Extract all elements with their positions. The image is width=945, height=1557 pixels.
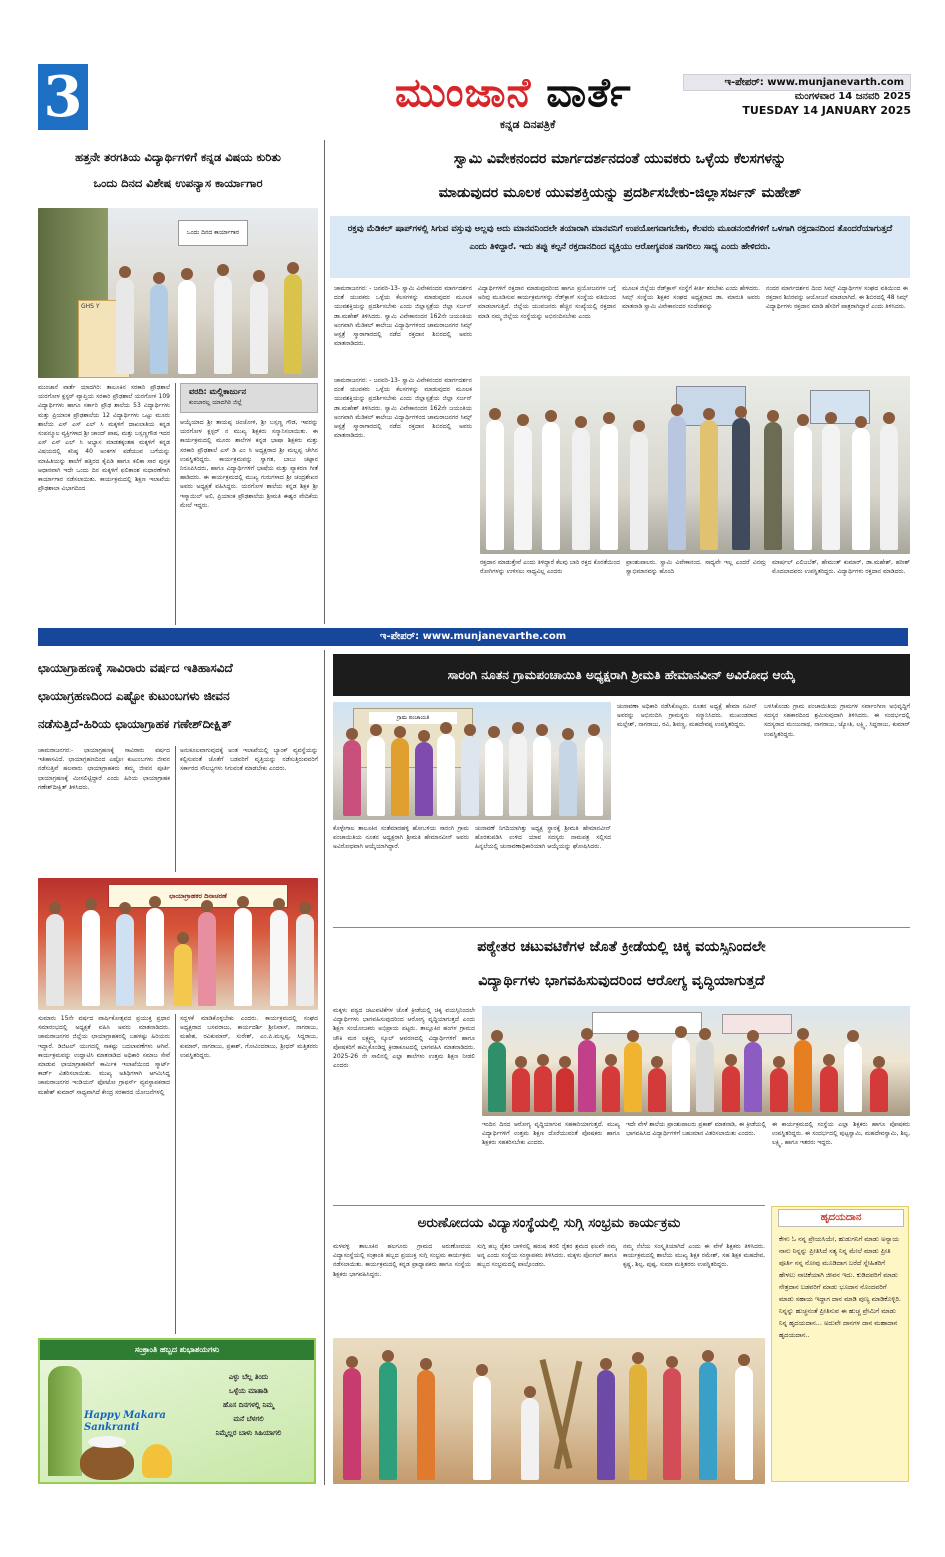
masthead-tagline: ಕನ್ನಡ ದಿನಪತ್ರಿಕೆ xyxy=(500,118,556,131)
epaper-url[interactable]: ಇ-ಪೇಪರ್: www.munjanevarth.com xyxy=(683,74,911,91)
story2-photo xyxy=(480,376,910,554)
story5-headline-line1: ಪಠ್ಯೇತರ ಚಟುವಟಿಕೆಗಳ ಜೊತೆ ಕ್ರೀಡೆಯಲ್ಲಿ ಚಿಕ್ಕ ವಯಸ್ಸಿನಿಂದಲೇ xyxy=(477,939,766,955)
story6-headline: ಅರುಣೋದಯ ವಿದ್ಯಾಸಂಸ್ಥೆಯಲ್ಲಿ ಸುಗ್ಗಿ ಸಂಭ್ರಮ ಕಾರ್ಯಕ್ರಮ xyxy=(417,1215,681,1231)
poem-body: ಕೇಳು ಓ ನನ್ನ ಪ್ರೇಯಸಿಯೇ, ಹುಡುಗನಿಗೆ ಮಾಡು ಅನ್ಯಾಯ ನಾನು ನಿನ್ನನ್ನು ಪ್ರೀತಿಸಿದೆ ಸತ್ಯ ನಿನ್ನ ಮೇಲೆ ಮಾಡು ಪ್ರೀತಿ ಪೂರ್ತಿ ನನ್ನ ನೋವು ಮೂಡಿದಾಗ ಬರೆದೆ ಸ್ನೇಹಿತರಿಗೆ ಹೇಳಲು ನಾಚಿಕೆಯಾಗಿ ಜೀವನ ಇದು. ಕುಡಿದವರಿಗೆ ಮಾಡು ನೇತ್ರದಾನ ಬಡವರಿಗೆ ಮಾಡು ಭೂದಾನ ನೊಂದವರಿಗೆ ಮಾಡು ಸಹಾಯ ಇದ್ದಾಗ ದಾನ ಮಾಡಿ ಪುಣ್ಯ ಮಾಡಿಕೊಳ್ಳಿರಿ. ನಿನ್ನನ್ನು ಹುಚ್ಚನಂತೆ ಪ್ರೀತಿಸುವ ಈ ಹುಚ್ಚ ಪ್ರೇಮಿಗೆ ಮಾಡು ನಿನ್ನ ಹೃದಯದಾನ... ಅದುವೇ ದಾನಗಳ ದಾನ ಮಹಾದಾನ ಹೃದಯದಾನ.. xyxy=(779,1235,901,1339)
story1-col1: ಮುಂಜಾನೆ ವಾರ್ತೆ ಯಾದಗಿರಿ: ತಾಲೂಕಿನ ಸರಕಾರಿ ಪ್ರೌಢಶಾಲೆ ಯರಗೋಳ ಕ್ಲಸ್ಟರ್ ವ್ಯಾಪ್ತಿಯ ಸರಕಾರಿ ಪ್ರೌಢಶಾಲೆ ಯರಗೋಳ 109 ವಿದ್ಯಾರ್ಥಿಗಳು ಹಾಗೂ ಸರ್ಕಾರಿ ಪ್ರೌಢ ಶಾಲೆಯ 53 ವಿದ್ಯಾರ್ಥಿಗಳು ಮತ್ತು ಪ್ರಿಯಾಂಕ ಪ್ರೌಢಶಾಲೆಯ 12 ವಿದ್ಯಾರ್ಥಿಗಳು ಒಟ್ಟು ಮೂರು ಶಾಲೆಯ ಎಸ್ ಎಸ್ ಎಲ್ ಸಿ ಮಕ್ಕಳಿಗೆ ದಾಖಲಾತಿಯ ಕನ್ನಡ ಸಂಪನ್ಮೂಲ ವ್ಯಕ್ತಿಗಳಾದ ಶ್ರೀ ಚಾಂದ್ ಪಾಷ, ಮತ್ತು ಬಸ್ಸಣ್ಣಗೌಡ ಇದರ ಎಸ್ ಎಸ್ ಎಲ್ ಸಿ ಅಭ್ಯಾಸ ಮಾಡತಕ್ಕಂತಹ ಮಕ್ಕಳಿಗೆ ಕನ್ನಡ ವಿಷಯದಲ್ಲಿ ಕನಿಷ್ಠ 40 ಅಂಕಗಳ ಪಡೆಯುವ ಬಗೆಯನ್ನು ಮಾಹಿತಿಯನ್ನು ಶಾಲೆಗೆ ಹತ್ತಿರದ ಕೈಪಿಡಿ ಹಾಗೂ ಕಲಿಕಾ ಸಾರ ಪುಸ್ತಕ ಆಧಾರವಾಗಿ ಇದೇ ಒಂದು ದಿನ ಮಕ್ಕಳಿಗೆ ಫಲಿತಾಂಶ ಸುಧಾರಣೆಗಾಗಿ ಕಾರ್ಯಾಗಾರ ನಡೆಸಲಾಯಿತು. ಕಾರ್ಯಕ್ರಮದಲ್ಲಿ ಶಿಕ್ಷಣ ಇಲಾಖೆಯ ಪ್ರೌಢಶಾಲಾ ವಿಭಾಗದಿಂದ xyxy=(38,384,170,493)
story1-headline-line2: ಒಂದು ದಿನದ ವಿಶೇಷ ಉಪನ್ಯಾಸ ಕಾರ್ಯಾಗಾರ xyxy=(93,176,263,190)
story4-col2: ಚುನಾವಣೆ ನಿಗದಿಯಾಗಿತ್ತು ಅಧ್ಯಕ್ಷ ಸ್ಥಾನಕ್ಕೆ ಶ್ರೀಮತಿ ಹೇಮಾನವೀನ್ ಹೊರತುಪಡಿಸಿ ಉಳಿದ ಯಾವ ಸದಸ್ಯರು ನಾಮಪತ್ರ ಸಲ್ಲಿಸದ ಹಿನ್ನಲೆಯಲ್ಲಿ ಚುನಾವಣಾಧಿಕಾರಿಯಾಗಿ ಆಯ್ಕೆಯನ್ನು ಘೋಷಿಸಿದರು. xyxy=(475,825,611,851)
figure-icon xyxy=(142,1444,172,1478)
story2-lower3: ಮಾರ್ಷಲ್ ಎಲಿಜಬೆತ್, ಹೇಮಂತ್ ಕುಮಾರ್, ಡಾ.ಮಹೇಶ್, ಹರೀಶ್ ಮೊದಲಾದವರು ಉಪಸ್ಥಿತರಿದ್ದರು. ವಿದ್ಯಾರ್ಥಿಗಳು ರಕ್ತದಾನ ಮಾಡಿದರು. xyxy=(772,559,910,576)
story2-col3: ಮೂಲಕ ಜಿಲ್ಲೆಯ ರೆಡ್‌ಕ್ರಾಸ್ ಸಂಸ್ಥೆಗೆ ಕೀರ್ತಿ ತರಬೇಕು ಎಂದು ಹೇಳಿದರು. ಸಿಮ್ಸ್ ಸಂಸ್ಥೆಯ ಶಿಕ್ಷಕರ ಸಂಘದ ಅಧ್ಯಕ್ಷರಾದ ಡಾ. ಮಾರುತಿ ಅವರು ಮಾತನಾಡಿ ಸ್ವಾಮಿ ವಿವೇಕಾನಂದರ ಸಂದೇಶವನ್ನು xyxy=(622,285,760,311)
story1-col2: ಆಯ್ಕೆಯಾದ ಶ್ರೀ ತಾಯಪ್ಪ ಚಿಂಚೋಳಿ, ಶ್ರೀ ಬಸ್ಸಣ್ಣ ಗೌಡ, ಇವರನ್ನು ಯರಗೋಳ ಕ್ಲಸ್ಟರ್ ನ ಮುಖ್ಯ ಶಿಕ್ಷಕರು ಸನ್ಮಾನಿಸಲಾಯಿತು. ಈ ಕಾರ್ಯಕ್ರಮದಲ್ಲಿ ಮೂರು ಶಾಲೆಗಳ ಕನ್ನಡ ಭಾಷಾ ಶಿಕ್ಷಕರು ಮತ್ತು ಸರಕಾರಿ ಪ್ರೌಢಶಾಲೆ ಎಸ್ ಡಿ ಎಂ ಸಿ ಅಧ್ಯಕ್ಷರಾದ ಶ್ರೀ ಮಲ್ಲಪ್ಪ ಚೇಗಿನ ಉಪಸ್ಥಿತರಿದ್ದರು. ಕಾರ್ಯಕ್ರಮವನ್ನು ಸ್ವಾಗತ, ಬಾಬು ಚಟ್ಟಾನ ನಿರೂಪಿಸಿದರು, ಹಾಗೂ ವಿದ್ಯಾರ್ಥಿಗಳಿಗೆ ಭಾಷೆಯ ಮತ್ತು ವ್ಯಾಕರಣ ಗೀತೆ ಹಾಡಿದರು. ಈ ಕಾರ್ಯಕ್ರಮದಲ್ಲಿ ಮುಖ್ಯ ಗುರುಗಳಾದ ಶ್ರೀ ಚಂದ್ರಶೇಖರ ಅವರು ಅಧ್ಯಕ್ಷತೆ ವಹಿಸಿದ್ದರು. ಯರಗೋಳ ಶಾಲೆಯ ಕನ್ನಡ ಶಿಕ್ಷಕ ಶ್ರೀ ಇಸ್ಮಾಯಿಲ್ ಅಲಿ, ಪ್ರಿಯಾಂಕ ಪ್ರೌಢಶಾಲೆಯ ಶ್ರೀಮತಿ ಈಶ್ವರ ವೇದಿಕೆಯ ಮೇಲೆ ಇದ್ದರು. xyxy=(180,419,318,509)
story4-col3: ಚುನಾವಣಾ ಅಧಿಕಾರಿ ನಡೆಸಿಕೊಟ್ಟರು. ನೂತನ ಅಧ್ಯಕ್ಷೆ ಹೇಮಾ ನವೀನ್ ಅವರನ್ನು ಅಭಿನಂದಿಸಿ ಗ್ರಾಮಸ್ಥರು ಸನ್ಮಾನಿಸಿದರು. ಮುಖಂಡರಾದ ಮಲ್ಲೇಶ್, ನಾಗರಾಜು, ರವಿ, ಶಿವಣ್ಣ, ಮಹದೇವಪ್ಪ ಉಪಸ್ಥಿತರಿದ್ದರು. xyxy=(617,703,757,729)
happy-line1: Happy Makara xyxy=(84,1410,166,1421)
story1-byline-box xyxy=(180,383,318,413)
happy-line2: Sankranti xyxy=(84,1422,140,1433)
story2-headline-line2: ಮಾಡುವುದರ ಮೂಲಕ ಯುವಶಕ್ತಿಯನ್ನು ಪ್ರದರ್ಶಿಸಬೇಕು-ಜಿಲ್ಲಾಸರ್ಜನ್ ಮಹೇಶ್ xyxy=(438,185,802,201)
story2-col1: ಚಾಮರಾಜನಗರ: - ಜನವರಿ-13- ಸ್ವಾಮಿ ವಿವೇಕನಂದರ ಮಾರ್ಗದರ್ಶನ ದಂತೆ ಯುವಕರು ಒಳ್ಳೆಯ ಕೆಲಸಗಳನ್ನು ಮಾಡುವುದರ ಮೂಲಕ ಯುವಶಕ್ತಿಯನ್ನು ಪ್ರದರ್ಶಿಸಬೇಕು ಎಂದು ಜಿಲ್ಲಾಸ್ಪತ್ರೆಯ ಜಿಲ್ಲಾ ಸರ್ಜನ್ ಡಾ.ಮಹೇಶ್ ತಿಳಿಸಿದರು. ಸ್ವಾಮಿ ವಿವೇಕಾನಂದರ 162ನೇ ಜಯಂತಿಯ ಅಂಗವಾಗಿ ಮೆಡಿಕಲ್ ಕಾಲೇಜು ವಿದ್ಯಾರ್ಥಿಗಳಿಂದ ಚಾಮರಾಜನಗರ ಸಿಮ್ಸ್ ಆಸ್ಪತ್ರೆ ಸ್ಮಾರಾಗಾರದಲ್ಲಿ ನಡೆದ ರಕ್ತದಾನ ಶಿಬಿರದಲ್ಲಿ ಅವರು ಮಾತನಾಡಿದರು. xyxy=(334,285,472,348)
story6-col3: ನಮ್ಮ ನೆಲೆಯ ಸಂಸ್ಕೃತಿಯಾಗಿದೆ ಎಂದು ಈ ವೇಳೆ ಶಿಕ್ಷಕರು ತಿಳಿಸಿದರು. ಕಾರ್ಯಕ್ರಮದಲ್ಲಿ ಶಾಲೆಯ ಮುಖ್ಯ ಶಿಕ್ಷಕ ರಮೇಶ್, ಸಹ ಶಿಕ್ಷಕ ಮಹದೇವ, ಕೃಷ್ಣ, ಶಿಲ್ಪ, ಪುಷ್ಪ, ಸುಮಾ ಮತ್ತಿತರರು ಉಪಸ್ಥಿತರಿದ್ದರು. xyxy=(623,1243,765,1269)
story3-col3: ಸುಮಾರು 15ನೇ ವರ್ಷದ ವಾರ್ಷಿಕೋತ್ಸವದ ಪ್ರಯುಕ್ತ ಪ್ರಧಾನ ಸಮಾರಂಭದಲ್ಲಿ ಅಧ್ಯಕ್ಷತೆ ವಹಿಸಿ ಅವರು ಮಾತನಾಡಿದರು. ಚಾಮರಾಜನಗರ ಜಿಲ್ಲೆಯ ಛಾಯಾಗ್ರಾಹಕರಲ್ಲಿ ಬಹಳಷ್ಟು ಹಿರಿಯರು ಇದ್ದಾರೆ. ಡಿಜಿಟಲ್ ಯುಗದಲ್ಲಿ ಸಾಕಷ್ಟು ಬದಲಾವಣೆಗಳು ಆಗಿವೆ. ಕಾರ್ಯಕ್ರಮವನ್ನು ಉದ್ಘಾಟಿಸಿ ಮಾತನಾಡಿದ ಅಧಿಕಾರಿ ಸಮಾಜ ಸೇವೆ ಮಾಡುವ ಛಾಯಾಗ್ರಾಹಕರಿಗೆ ಕಾರ್ಮಿಕ ಇಲಾಖೆಯಿಂದ ಸ್ಮಾರ್ಟ್ ಕಾರ್ಡ್ ವಿತರಿಸಲಾಯಿತು. ಮುಖ್ಯ ಅತಿಥಿಗಳಾಗಿ ಆಗಮಿಸಿದ್ದ ಚಾಮರಾಜನಗರ ಇಂಡಿಯನ್ ಫೋಟೋ ಗ್ರಾಫರ್ಸ್ ವ್ಯವಸ್ಥಾಪಕರಾದ ಮಹೇಶ್ ಕುಮಾರ್ ಸಾಧ್ಯವಾಗಿದೆ ಕೇಂದ್ರ ಸರಕಾರದ ಯೋಜನೆಗಳಲ್ಲಿ xyxy=(38,1015,170,1096)
masthead-title-black: ವಾರ್ತೆ xyxy=(546,69,632,116)
story5-col4: ಈ ಕಾರ್ಯಕ್ರಮದಲ್ಲಿ ಸಂಸ್ಥೆಯ ಎಲ್ಲಾ ಶಿಕ್ಷಕರು ಹಾಗೂ ಪೋಷಕರು ಉಪಸ್ಥಿತರಿದ್ದರು. ಈ ಸಂದರ್ಭದಲ್ಲಿ ಪುಟ್ಟಸ್ವಾಮಿ, ಮಹದೇವಸ್ವಾಮಿ, ಶಿಲ್ಪ, ಲಕ್ಷ್ಮಿ, ಹಾಗೂ ಇತರರು ಇದ್ದರು. xyxy=(772,1121,910,1147)
story4-photo xyxy=(333,702,611,820)
story2-headline xyxy=(330,142,910,214)
masthead-title xyxy=(395,68,660,120)
story3-col2: ಅನುಕೂಲವಾಗುವುದಕ್ಕೆ ಅಂತ ಇಲಾಖೆಯಲ್ಲಿ ಬ್ಯಾಂಕ್ ವ್ಯವಸ್ಥೆಯನ್ನು ಕಲ್ಪಿಸುವಂತೆ ಜೊತೆಗೆ ಬಡವರಿಗೆ ವೃತ್ತಿಯನ್ನು ನಡೆಸುತ್ತಿರುವವರಿಗೆ ಸರ್ಕಾರದ ಸೌಲಭ್ಯಗಳು ಸಿಗುವಂತೆ ಮಾಡಬೇಕು ಎಂದರು. xyxy=(180,747,318,773)
story5-col2: ಇಂದಿನ ದಿನದ ಆರೋಗ್ಯ ವೃದ್ಧಿಯಾಗುವ ಸಹಕಾರಿಯಾಗುತ್ತದೆ. ಮುಖ್ಯ ವಿದ್ಯಾರ್ಥಿಗಳಿಗೆ ಉತ್ತಮ ಶಿಕ್ಷಣ ದೊರೆಯುವಂತೆ ಪೋಷಕರು ಹಾಗೂ ಶಿಕ್ಷಕರು ಸಹಕರಿಸಬೇಕು ಎಂದರು. xyxy=(482,1121,620,1147)
story2-subhead: ರಕ್ತವು ಮೆಡಿಕಲ್ ಷಾಪ್‌ಗಳಲ್ಲಿ ಸಿಗುವ ವಸ್ತುವು ಅಲ್ಲವು ಅದು ಮಾನವನಿಂದಲೇ ತಯಾರಾಗಿ ಮಾನವನಿಗೆ ಉಪಯೋಗವಾಗಬೇಕು, ಕೆಲವರು ಮೂಡನಂಬಿಕೆಗಳಿಗೆ ಒಳಗಾಗಿ ರಕ್ತದಾನದಿಂದ ತೊಂದರೆಯಾಗುತ್ತದೆ ಎಂದು ತಿಳಿದ್ದಾರೆ. ಇದು ತಪ್ಪು ಕಲ್ಪನೆ ರಕ್ತದಾನದಿಂದ ವ್ಯಕ್ತಿಯು ಆರೋಗ್ಯವಂತ ನಾಗರಿಲು ಸಾಧ್ಯ ಎಂದು ಹೇಳಿದರು. xyxy=(330,216,910,278)
story2-lower1: ರಕ್ತದಾನ ಮಾಡುತ್ತೇವೆ ಎಂದು ತಿಳಿದ್ದಾರೆ ಕೆಲವು ಬಾರಿ ರಕ್ತದ ಕೊರತೆಯಿಂದ ರೋಗಿಗಳನ್ನು ಉಳಿಸಲು ಸಾಧ್ಯವಿಲ್ಲ ಎಂದರು xyxy=(480,559,620,576)
story5-col3: ಇದೇ ವೇಳೆ ಶಾಲೆಯ ಪ್ರಾಂಶುಪಾಲರು ಪ್ರಕಾಶ್ ಮಾತನಾಡಿ, ಈ ಕ್ರೀಡೆಯಲ್ಲಿ ಭಾಗವಹಿಸಿದ ವಿದ್ಯಾರ್ಥಿಗಳಿಗೆ ಬಹುಮಾನ ವಿತರಿಸಲಾಯಿತು ಎಂದರು. xyxy=(626,1121,766,1138)
wish-line5: ನಿಮ್ಮೆಲ್ಲರ ಬಾಳು ಸಿಹಿಯಾಗಲಿ xyxy=(215,1429,282,1437)
story2-headline-line1: ಸ್ವಾಮಿ ವಿವೇಕನಂದರ ಮಾರ್ಗದರ್ಶನದಂತೆ ಯುವಕರು ಒಳ್ಳೆಯ ಕೆಲಸಗಳನ್ನು xyxy=(453,151,787,167)
pot-icon xyxy=(80,1444,134,1480)
story5-col1: ಮಕ್ಕಳು ಪಠ್ಯದ ಚಟುವಟಿಕೆಗಳ ಜೊತೆ ಕ್ರೀಡೆಯಲ್ಲಿ ಚಿಕ್ಕ ವಯಸ್ಸಿನಿಂದಲೇ ವಿದ್ಯಾರ್ಥಿಗಳು ಭಾಗವಹಿಸುವುದರಿಂದ ಆರೋಗ್ಯ ವೃದ್ಧಿಯಾಗುತ್ತದೆ ಎಂದು ಶಿಕ್ಷಣ ಸಂಯೋಜಕರು ಅಭಿಪ್ರಾಯ ಪಟ್ಟರು. ತಾಲ್ಲೂಕಿನ ಹಂಗಳ ಗ್ರಾಮದ ಚೌಕಿ ಮಠ ಲಕ್ಷ್ಮಮ್ಮ ಸ್ಕೂಲ್ ಆವರಣದಲ್ಲಿ ವಿದ್ಯಾರ್ಥಿಗಳಿಗೆ ಹಾಗೂ ಪೋಷಕರಿಗೆ ಹಮ್ಮಿಕೊಂಡಿದ್ದ ಕ್ರೀಡಾಕೂಟದಲ್ಲಿ ಭಾಗವಹಿಸಿ ಮಾತನಾಡಿದರು. 2025-26 ನೇ ಸಾಲಿನಲ್ಲಿ ಎಲ್ಲಾ ಶಾಲೆಗಳು ಉತ್ತಮ ಶಿಕ್ಷಣ ನೀಡಲಿ ಎಂದರು xyxy=(333,1007,475,1070)
story2-col2: ವಿದ್ಯಾರ್ಥಿಗಳಿಗೆ ರಕ್ತದಾನ ಮಾಡುವುದರಿಂದ ಹಾಗೂ ಪ್ರಯೋಜನಗಳ ಬಗ್ಗೆ ಅರಿವು ಮೂಡಿಸುವ ಕಾರ್ಯಕ್ರಮಗಳನ್ನು ರೆಡ್‌ಕ್ರಾಸ್ ಸಂಸ್ಥೆಯ ವತಿಯಿಂದ ಮಾಡಲಾಗುತ್ತಿದೆ. ಜಿಲ್ಲೆಯ ಯುವಜನರು ಹೆಚ್ಚಿನ ಸಂಖ್ಯೆಯಲ್ಲಿ ರಕ್ತದಾನ ಮಾಡಿ ನಮ್ಮ ಜಿಲ್ಲೆಯ ಸಂಸ್ಥೆಯನ್ನು ಅಭಿನಂದಿಸಬೇಕು ಎಂದು xyxy=(478,285,616,320)
story6-photo xyxy=(333,1338,765,1484)
sankranti-wishes xyxy=(186,1370,311,1440)
date-kannada: ಮಂಗಳವಾರ 14 ಜನವರಿ 2025 xyxy=(794,91,911,102)
wish-line2: ಒಳ್ಳೆಯ ಮಾತಾಡಿ xyxy=(229,1387,268,1395)
story5-photo xyxy=(482,1006,910,1116)
masthead-title-red: ಮುಂಜಾನೆ xyxy=(395,69,532,116)
story5-headline-line2: ವಿದ್ಯಾರ್ಥಿಗಳು ಭಾಗವಹಿಸುವುದರಿಂದ ಆರೋಗ್ಯ ವೃದ್ಧಿಯಾಗುತ್ತದೆ xyxy=(478,973,765,989)
story3-headline-line2: ಛಾಯಾಗ್ರಹಣದಿಂದ ಎಷ್ಟೋ ಕುಟುಂಬಗಳು ಜೀವನ xyxy=(38,689,230,703)
story1-podium: GHS Y xyxy=(78,300,130,378)
story4-building-sign: ಗ್ರಾಮ ಪಂಚಾಯತಿ xyxy=(369,712,457,724)
story1-byline-sub: ಕುಂಬಾರಲ್ಲ ಯಾದಗಿರಿ ಜಿಲ್ಲೆ xyxy=(189,399,242,406)
story3-photo xyxy=(38,878,318,1010)
page-number: 3 xyxy=(38,64,88,130)
story3-col1: ಚಾಮರಾಜನಗರ:- ಛಾಯಾಗ್ರಹಣಕ್ಕೆ ಸಾವಿರಾರು ವರ್ಷದ ಇತಿಹಾಸವಿದೆ. ಛಾಯಾಗ್ರಹಣದಿಂದ ಎಷ್ಟೋ ಕುಟುಂಬಗಳು ಜೀವನ ನಡೆಸುತ್ತಿವೆ ಹಲವಾರು ಛಾಯಾಗ್ರಾಹಕರು ತಮ್ಮ ಜೀವನ ಪೂರ್ತಿ ಛಾಯಾಗ್ರಹಣಕ್ಕೆ ಮೀಸಲಿಟ್ಟಿದ್ದಾರೆ ಎಂದು ಹಿರಿಯ ಛಾಯಾಗ್ರಾಹಕ ಗಣೇಶ್‌ದೀಕ್ಷಿತ್ ತಿಳಿಸಿದರು. xyxy=(38,747,170,791)
story4-col1: ಕೊಳ್ಳೇಗಾಲ ತಾಲೂಕಿನ ಸಂತೆಮಾರಹಳ್ಳಿ ಹೋಬಳಿಯ ಸಾರಂಗಿ ಗ್ರಾಮ ಪಂಚಾಯಿತಿಯ ನೂತನ ಅಧ್ಯಕ್ಷರಾಗಿ ಶ್ರೀಮತಿ ಹೇಮಾನವೀನ್ ಅವರು ಅವಿರೋಧವಾಗಿ ಆಯ್ಕೆಯಾಗಿದ್ದಾರೆ. xyxy=(333,825,469,851)
story2-col1-cont: ಚಾಮರಾಜನಗರ: - ಜನವರಿ-13- ಸ್ವಾಮಿ ವಿವೇಕನಂದರ ಮಾರ್ಗದರ್ಶನ ದಂತೆ ಯುವಕರು ಒಳ್ಳೆಯ ಕೆಲಸಗಳನ್ನು ಮಾಡುವುದರ ಮೂಲಕ ಯುವಶಕ್ತಿಯನ್ನು ಪ್ರದರ್ಶಿಸಬೇಕು ಎಂದು ಜಿಲ್ಲಾಸ್ಪತ್ರೆಯ ಜಿಲ್ಲಾ ಸರ್ಜನ್ ಡಾ.ಮಹೇಶ್ ತಿಳಿಸಿದರು. ಸ್ವಾಮಿ ವಿವೇಕಾನಂದರ 162ನೇ ಜಯಂತಿಯ ಅಂಗವಾಗಿ ಮೆಡಿಕಲ್ ಕಾಲೇಜು ವಿದ್ಯಾರ್ಥಿಗಳಿಂದ ಚಾಮರಾಜನಗರ ಸಿಮ್ಸ್ ಆಸ್ಪತ್ರೆ ಸ್ಮಾರಾಗಾರದಲ್ಲಿ ನಡೆದ ರಕ್ತದಾನ ಶಿಬಿರದಲ್ಲಿ ಅವರು ಮಾತನಾಡಿದರು. xyxy=(334,377,472,440)
sugarcane-icon xyxy=(48,1366,82,1476)
story6-col2: ಸುಗ್ಗಿ ಹಬ್ಬ ರೈತರ ಬಾಳಿನಲ್ಲಿ ಹರುಷ ತರಲಿ ರೈತರ ಶ್ರಮದ ಫಲವೇ ನಮ್ಮ ಅನ್ನ ಎಂದು ಸಂಸ್ಥೆಯ ಸಂಸ್ಥಾಪಕರು ತಿಳಿಸಿದರು. ಮಕ್ಕಳು ಪೊಂಗಲ್ ಹಾಗೂ ಹಬ್ಬದ ಸಂಭ್ರಮದಲ್ಲಿ ಪಾಲ್ಗೊಂಡರು. xyxy=(477,1243,617,1269)
story1-headline xyxy=(38,144,318,200)
story2-col4: ನಂದರ ಮಾರ್ಗದರ್ಶನ ದಿಂದ ಸಿಮ್ಸ್ ವಿದ್ಯಾರ್ಥಿಗಳ ಸಂಘದ ವತಿಯಿಂದ ಈ ರಕ್ತದಾನ ಶಿಬಿರವನ್ನು ಆಯೋಜನೆ ಮಾಡಲಾಗಿದೆ. ಈ ಶಿಬಿರದಲ್ಲಿ 48 ಸಿಮ್ಸ್ ವಿದ್ಯಾರ್ಥಿಗಳು ರಕ್ತದಾನ ಮಾಡಿ ಹೆಸರಿಗೆ ಪಾತ್ರರಾಗಿದ್ದಾರೆ ಎಂದು ತಿಳಿಸಿದರು. xyxy=(766,285,908,311)
wish-line1: ಎಳ್ಳು ಬೆಲ್ಲ ತಿಂದು xyxy=(228,1373,269,1381)
story3-photo-banner: ಛಾಯಾಗ್ರಾಹಕರ ದಿನಾಚರಣೆ xyxy=(108,884,288,908)
story1-headline-line1: ಹತ್ತನೇ ತರಗತಿಯ ವಿದ್ಯಾರ್ಥಿಗಳಿಗೆ ಕನ್ನಡ ವಿಷಯ ಕುರಿತು xyxy=(75,150,281,164)
poem-title: ಹೃದಯದಾನ xyxy=(778,1209,904,1227)
date-english: TUESDAY 14 JANUARY 2025 xyxy=(742,104,911,117)
epaper-divider-bar[interactable]: ಇ-ಪೇಪರ್: www.munjanevarthe.com xyxy=(38,628,908,646)
story2-lower2: ಪ್ರಾಂಶುಪಾಲರು. ಸ್ವಾಮಿ ವಿವೇಕಾನಂದ. ಸಾಧ್ಯವೇ ಇಲ್ಲ ಎಂದರೆ ವಿನಮ್ರ ಸ್ವಾಭಿಮಾನವನ್ನು ಹೊಂದಿ xyxy=(626,559,766,576)
story1-photo-banner: ಒಂದು ದಿನದ ಕಾರ್ಯಾಗಾರ xyxy=(178,220,248,246)
story1-byline: ವರದಿ: ಮಲ್ಲಿಕಾರ್ಜುನ xyxy=(189,387,247,396)
story5-headline xyxy=(333,930,910,1000)
happy-sankranti-text xyxy=(84,1410,166,1434)
story3-headline-line1: ಛಾಯಾಗ್ರಾಹಣಕ್ಕೆ ಸಾವಿರಾರು ವರ್ಷದ ಇತಿಹಾಸವಿದೆ xyxy=(38,661,233,675)
story3-headline-line3: ನಡೆಸುತ್ತಿದೆ-ಹಿರಿಯ ಛಾಯಾಗ್ರಾಹಕ ಗಣೇಶ್‌ದೀಕ್ಷಿತ್ xyxy=(38,717,232,731)
story3-headline xyxy=(38,654,318,738)
story4-col4: ಬಳಸಿಕೊಂಡು ಗ್ರಾಮ ಪಂಚಾಯಿತಿಯ ಗ್ರಾಮಗಳ ಸರ್ವಾಂಗೀಣ ಅಭಿವೃದ್ಧಿಗೆ ಸದಸ್ಯರ ಸಹಕಾರದಿಂದ ಶ್ರಮಿಸುವುದಾಗಿ ತಿಳಿಸಿದರು. ಈ ಸಂದರ್ಭದಲ್ಲಿ ಸದಸ್ಯರಾದ ಮಂಜುನಾಥ, ನಾಗರಾಜು, ಜ್ಯೋತಿ, ಲಕ್ಷ್ಮಿ, ಸಿದ್ದರಾಜು, ಕುಮಾರ್ ಉಪಸ್ಥಿತರಿದ್ದರು. xyxy=(764,703,910,738)
story1-photo xyxy=(38,208,318,378)
sankranti-ad-header: ಸಂಕ್ರಾಂತಿ ಹಬ್ಬದ ಶುಭಾಶಯಗಳು xyxy=(40,1340,314,1360)
sankranti-ad xyxy=(38,1338,316,1484)
poem-box xyxy=(771,1206,909,1482)
story3-col4: ಸದ್ಬಳಕೆ ಮಾಡಿಕೊಳ್ಳಬೇಕು ಎಂದರು. ಕಾರ್ಯಕ್ರಮದಲ್ಲಿ ಸಂಘದ ಅಧ್ಯಕ್ಷರಾದ ಬಸವರಾಜು, ಕಾರ್ಯದರ್ಶಿ ಶ್ರೀನಿವಾಸ್, ನಾಗರಾಜು, ಮಹೇಶ, ರವಿಕುಮಾರ್, ಸುರೇಶ್, ಎಂ.ಪಿ.ಮಲ್ಲಪ್ಪ, ಸಿದ್ದರಾಜು, ಕುಮಾರ್, ನಾಗರಾಜು, ಪ್ರಕಾಶ್, ಗೋವಿಂದರಾಜು, ಶ್ರೀಧರ್ ಮತ್ತಿತರರು ಉಪಸ್ಥಿತರಿದ್ದರು. xyxy=(180,1015,318,1059)
wish-line3: ಹೊಸ ದಿನಗಳಲ್ಲಿ ನಿಮ್ಮ xyxy=(223,1401,274,1409)
wish-line4: ಮನೆ ಬೆಳಗಲಿ xyxy=(233,1415,264,1423)
story4-headline: ಸಾರಂಗಿ ನೂತನ ಗ್ರಾಮಪಂಚಾಯಿತಿ ಅಧ್ಯಕ್ಷರಾಗಿ ಶ್ರೀಮತಿ ಹೇಮಾನವೀನ್ ಅವಿರೋಧ ಆಯ್ಕೆ xyxy=(333,654,910,696)
story6-col1: ಮಳವಳ್ಳಿ ತಾಲೂಕಿನ ಹಲಗೂರು ಗ್ರಾಮದ ಅರುಣೋದಯ ವಿದ್ಯಾಸಂಸ್ಥೆಯಲ್ಲಿ ಸಂಕ್ರಾಂತಿ ಹಬ್ಬದ ಪ್ರಯುಕ್ತ ಸುಗ್ಗಿ ಸಂಭ್ರಮ ಕಾರ್ಯಕ್ರಮ ನಡೆಸಲಾಯಿತು. ಕಾರ್ಯಕ್ರಮದಲ್ಲಿ ಕನ್ನಡ ಪ್ರಾಧ್ಯಾಪಕರು ಹಾಗೂ ಸಂಸ್ಥೆಯ ಶಿಕ್ಷಕರು ಭಾಗವಹಿಸಿದ್ದರು. xyxy=(333,1243,471,1278)
